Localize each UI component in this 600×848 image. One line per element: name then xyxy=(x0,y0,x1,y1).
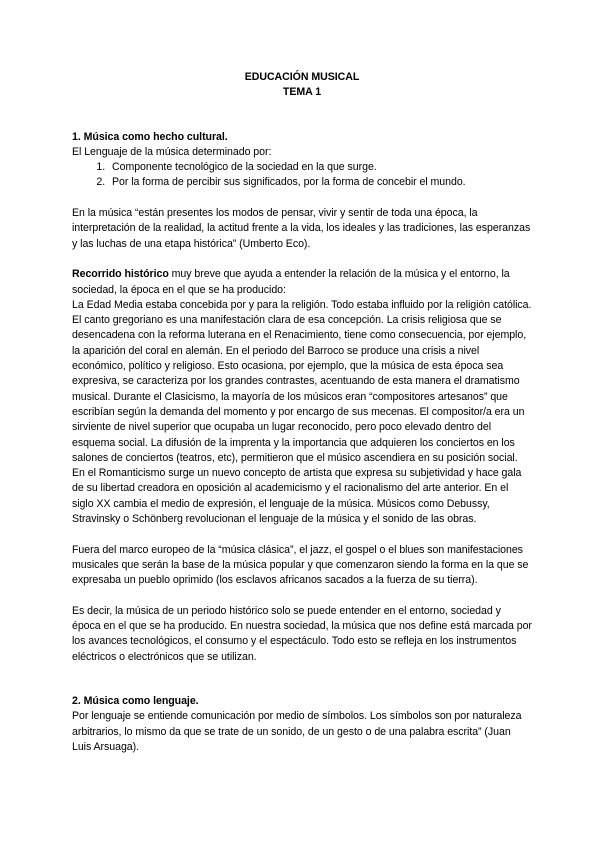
recorrido-intro xyxy=(72,267,532,298)
section-1-list xyxy=(72,160,532,191)
outside-europe-paragraph: Fuera del marco europeo de la “música clásica”, el jazz, el gospel o el blues son manifestaciones musicales que serán la base de la música popular y que comenzaron siendo la forma en la que se expresaba un pueblo oprimido (los esclavos africanos sacados a la fuerza de su tierra). xyxy=(72,543,529,587)
document-title xyxy=(72,70,532,101)
section-1-intro: El Lenguaje de la música determinado por: xyxy=(72,145,272,158)
conclusion-paragraph: Es decir, la música de un periodo histórico solo se puede entender en el entorno, sociedad y época en el que se ha producido. En nuestra sociedad, la música que nos define está marcada por los avances tecnológicos, el consumo y el espectáculo. Todo esto se refleja en los instrumentos eléctricos o electrónicos que se utilizan. xyxy=(72,604,532,663)
list-item: 1. Componente tecnológico de la sociedad en la que surge. xyxy=(108,160,532,175)
history-paragraph: La Edad Media estaba concebida por y para la religión. Todo estaba influido por la religión católica. El canto gregoriano es una manifestación clara de esa concepción. La crisis religiosa que se desencadena con la reforma luterana en el Renacimiento, tiene como consecuencia, por ejemplo, la aparición del coral en alemán. En el periodo del Barroco se produce una crisis a nivel económico, político y religioso. Esto ocasiona, por ejemplo, que la música de esta época sea expresiva, se caracteriza por los grandes contrastes, acentuando de esta manera el dramatismo musical. Durante el Clasicismo, la mayoría de los músicos eran “compositores artesanos” que escribían según la demanda del momento y por encargo de sus mecenas. El compositor/a era un sirviente de nivel superior que ocupaba un lugar reconocido, pero poco elevado dentro del esquema social. La difusión de la imprenta y la importancia que adquieren los conciertos en los salones de conciertos (teatros, etc), permitieron que el músico ascendiera en su posición social. En el Romanticismo surge un nuevo concepto de artista que expresa su subjetividad y hace gala de su libertad creadora en oposición al academicismo y el racionalismo del arte anterior. En el siglo XX cambia el medio de expresión, el lenguaje de la música. Músicos como Debussy, Stravinsky o Schönberg revolucionan el lenguaje de la música y el sonido de las obras. xyxy=(72,298,532,526)
umberto-eco-quote: En la música “están presentes los modos de pensar, vivir y sentir de toda una época, la interpretación de la realidad, la actitud frente a la vida, los ideales y las tradiciones, las esperanzas y las luchas de una etapa histórica” (Umberto Eco). xyxy=(72,207,531,250)
recorrido-bold-label: Recorrido histórico xyxy=(72,268,169,281)
recorrido-text: muy breve que ayuda a entender la relación de la música y el entorno, la sociedad, la época en el que se ha producido: xyxy=(72,268,510,296)
section-1-heading: 1. Música como hecho cultural. xyxy=(72,130,228,143)
list-item: 2. Por la forma de percibir sus significados, por la forma de concebir el mundo. xyxy=(108,175,532,190)
section-2-heading: 2. Música como lenguaje. xyxy=(72,694,199,707)
section-2-text: Por lenguaje se entiende comunicación por medio de símbolos. Los símbolos son por naturaleza arbitrarios, lo mismo da que se trate de un sonido, de un gesto o de una palabra escrita” (Juan Luis Arsuaga). xyxy=(72,710,522,753)
title-line-subject: EDUCACIÓN MUSICAL xyxy=(244,71,360,83)
document-body xyxy=(72,70,532,755)
title-line-topic: TEMA 1 xyxy=(282,86,322,99)
